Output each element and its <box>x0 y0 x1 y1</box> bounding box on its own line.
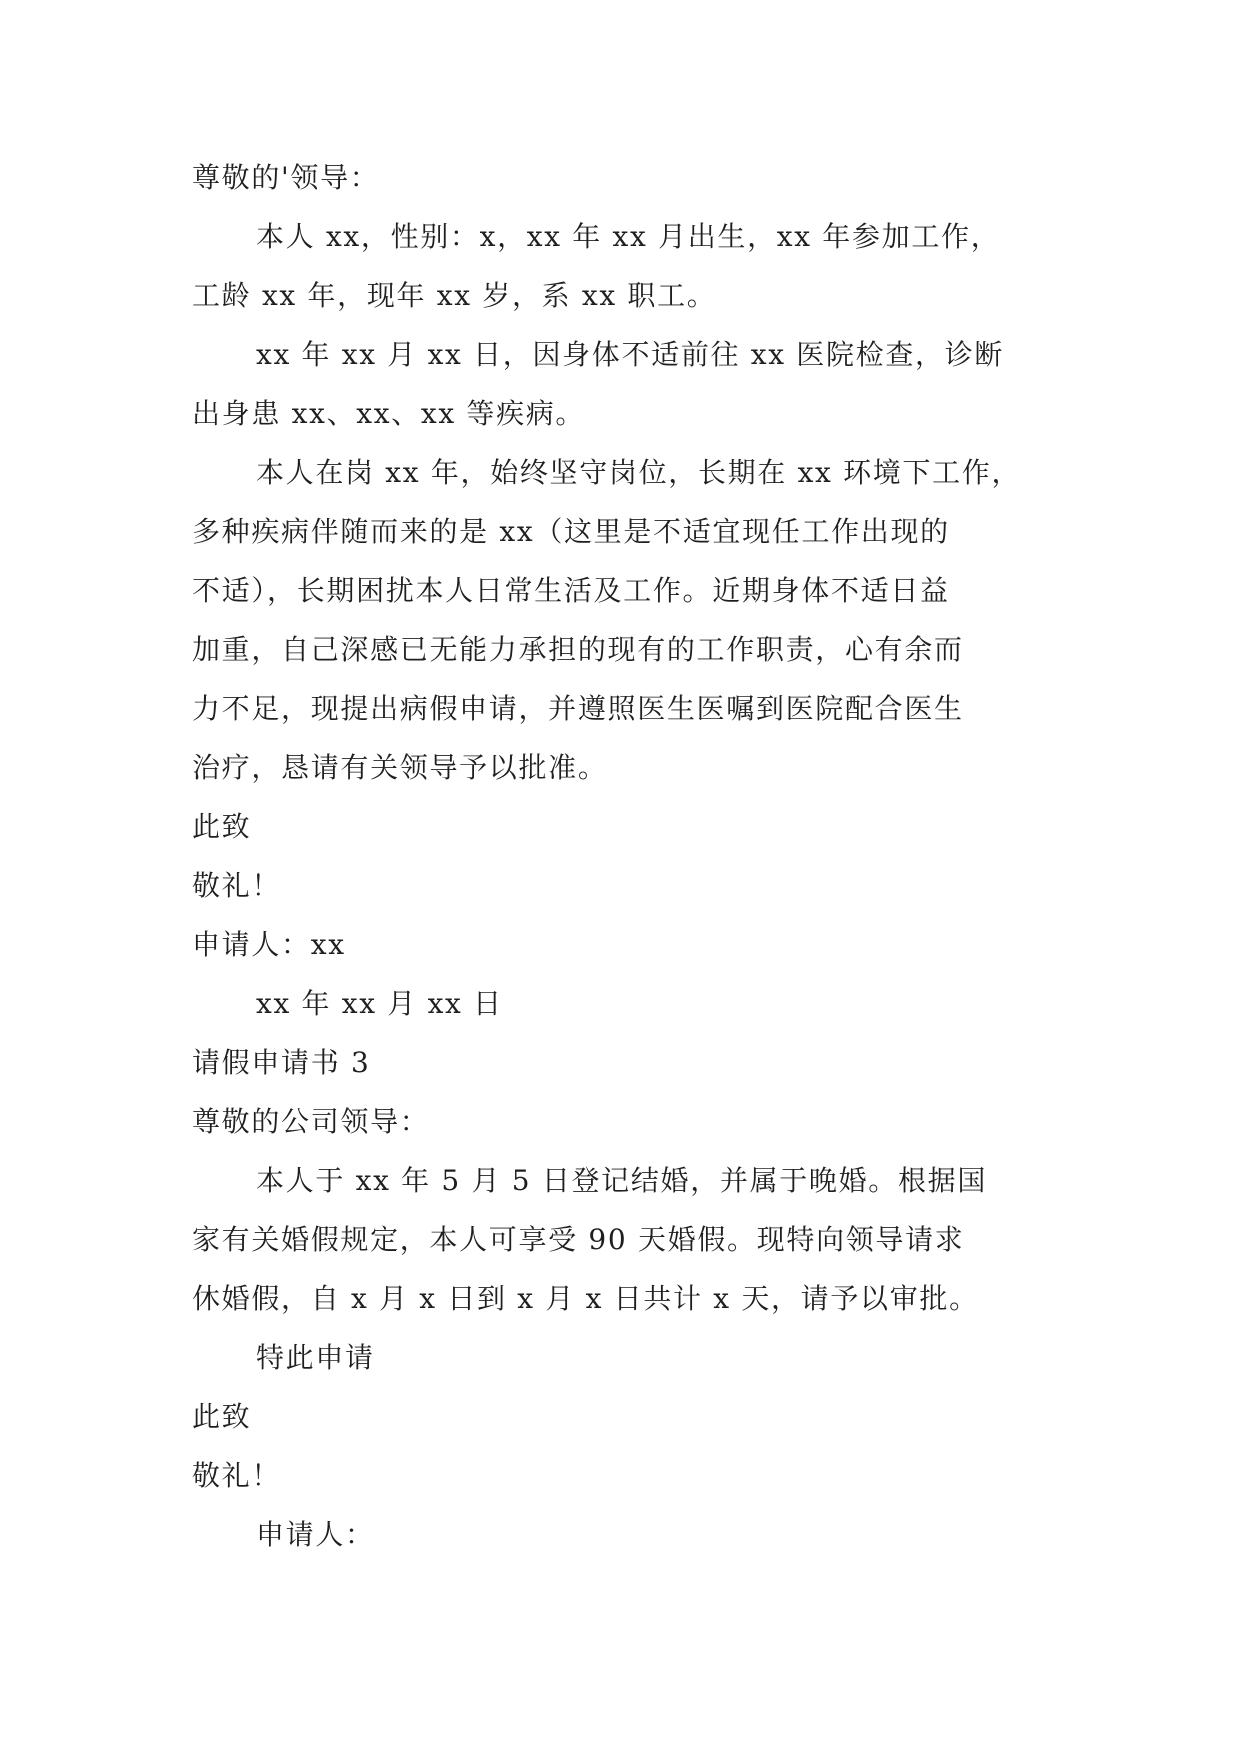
paragraph-line: 力不足，现提出病假申请，并遵照医生医嘱到医院配合医生 <box>192 692 964 725</box>
paragraph-line: 本人 xx，性别：x，xx 年 xx 月出生，xx 年参加工作， <box>256 220 1001 253</box>
paragraph-line: 加重，自己深感已无能力承担的现有的工作职责，心有余而 <box>192 633 964 666</box>
paragraph-line: 出身患 xx、xx、xx 等疾病。 <box>192 397 586 430</box>
paragraph-line: 特此申请 <box>256 1341 375 1374</box>
date-line: xx 年 xx 月 xx 日 <box>256 987 503 1020</box>
paragraph-line: 家有关婚假规定，本人可享受 90 天婚假。现特向领导请求 <box>192 1223 965 1256</box>
paragraph-line: 不适），长期困扰本人日常生活及工作。近期身体不适日益 <box>192 574 950 607</box>
salutation: 尊敬的'领导： <box>192 161 380 194</box>
paragraph-line: 工龄 xx 年，现年 xx 岁，系 xx 职工。 <box>192 279 717 312</box>
paragraph-line: 治疗，恳请有关领导予以批准。 <box>192 751 608 784</box>
closing-line: 敬礼！ <box>192 869 282 902</box>
section-title: 请假申请书 3 <box>192 1046 371 1079</box>
paragraph-line: 休婚假，自 x 月 x 日到 x 月 x 日共计 x 天，请予以审批。 <box>192 1282 979 1315</box>
salutation: 尊敬的公司领导： <box>192 1105 430 1138</box>
closing-line: 敬礼！ <box>192 1459 282 1492</box>
paragraph-line: 多种疾病伴随而来的是 xx（这里是不适宜现任工作出现的 <box>192 515 950 548</box>
paragraph-line: xx 年 xx 月 xx 日，因身体不适前往 xx 医院检查，诊断 <box>256 338 1005 371</box>
closing-line: 此致 <box>192 1400 252 1433</box>
applicant-line: 申请人： <box>256 1518 375 1551</box>
closing-line: 此致 <box>192 810 252 843</box>
document-body <box>192 148 1062 1564</box>
applicant-line: 申请人：xx <box>192 928 346 961</box>
paragraph-line: 本人在岗 xx 年，始终坚守岗位，长期在 xx 环境下工作， <box>256 456 1022 489</box>
paragraph-line: 本人于 xx 年 5 月 5 日登记结婚，并属于晚婚。根据国 <box>256 1164 988 1197</box>
